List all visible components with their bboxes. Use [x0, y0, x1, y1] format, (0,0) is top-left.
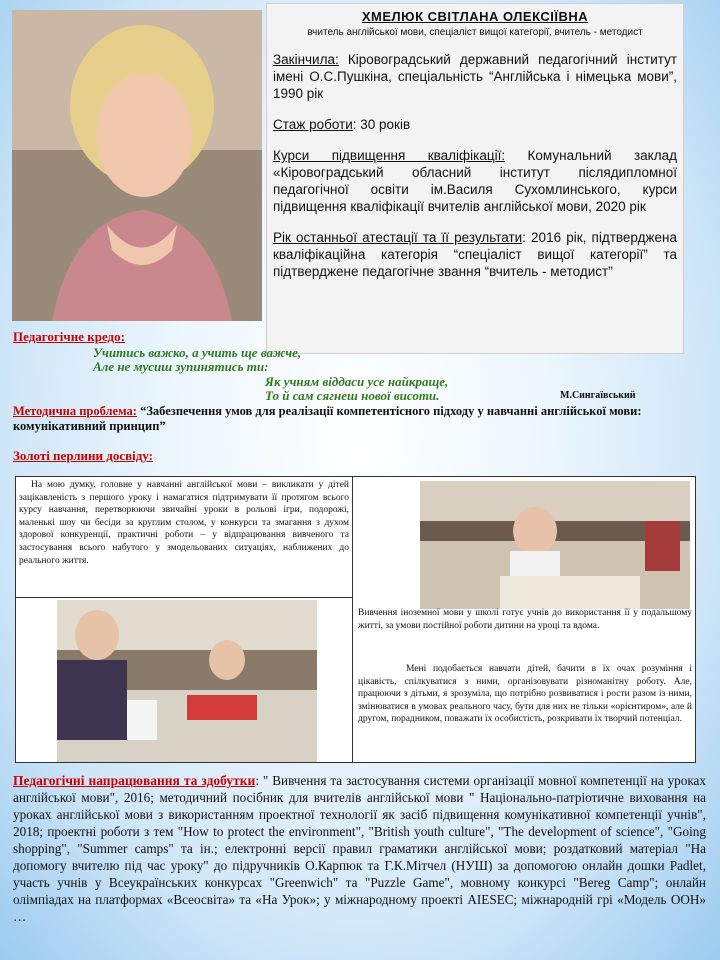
table-divider-vertical — [352, 476, 353, 763]
credo-author: М.Сингаївський — [560, 390, 636, 401]
teacher-title: вчитель англійської мови, спеціаліст вищої категорії, вчитель - методист — [307, 27, 643, 38]
pearls-right-text-1: Вивчення іноземної мови у школі готує учнів до використання її у подальшому житті, за умови постійної роботи дитини на уроці та вдома. — [358, 608, 692, 631]
experience-paragraph — [273, 116, 677, 133]
problem-text: “Забезпечення умов для реалізації компетентісного підходу у навчанні англійської мови: комунікативний принцип” — [13, 404, 642, 433]
experience-label: Стаж роботи — [273, 117, 353, 132]
pearls-right-text-2: Мені подобається навчати дітей, бачити в їх очах розуміння і цікавість, спілкуватися з ними, організовувати різноманітну роботу. Але, працюючи з дітьми, я зрозуміла, що потрібно розвиватися і рости разом із ними, змінюватися в умовах реального часу, бути для них не тільки «орієнтиром», але й другом, порадником, поважати їх особистість, розкривати їх творчий потенціал. — [358, 664, 692, 725]
education-paragraph — [273, 51, 677, 102]
credo-label: Педагогічне кредо: — [13, 329, 125, 344]
problem-label: Методична проблема: — [13, 404, 137, 418]
attestation-label: Рік останньої атестації та її результати — [273, 230, 523, 245]
credo-line-1: Учитись важко, а учить ще важче, — [93, 345, 302, 360]
bio-panel — [266, 3, 684, 354]
achievements-paragraph — [13, 772, 706, 925]
credo-line-3: Як учням віддаси усе найкраще, — [265, 374, 449, 389]
portrait-photo — [12, 10, 262, 321]
methodical-problem — [13, 404, 713, 434]
achievements-text: : " Вивчення та застосування системи організації мовної компетенції на уроках англійської мови", 2016; методичний посібник для вчителів англійської мови " Національно-патріотичне виховання на уроках англійської мови з використанням проектної технології як засіб підвищення комунікативної компетенції учнів", 2018; проектні роботи з тем "How to protect the environment", "British youth culture", "The development of science", "Going shopping", "Summer camps" та ін.; електронні версії правил граматики англійської мови; роздатковий матеріал "На допомогу вчителю під час уроку" до підручників О.Карпюк та Г.К.Мітчел (НУШ) за допомогою онлайн дошки Padlet, участь учнів у Всеукраїнських конкурсах "Greenwich" та "Puzzle Game", мовному конкурсі "Bereg Camp"; онлайн олімпіадах на платформах «Всеосвіта» та «На Урок»; у міжнародному проекті AIESEC; міжнародній грі «Модель ООН» … — [13, 773, 706, 924]
education-text: Кіровоградський державний педагогічний інститут імені О.С.Пушкіна, спеціальність “Англійська і німецька мови”, 1990 рік — [273, 52, 677, 101]
teacher-name: ХМЕЛЮК СВІТЛАНА ОЛЕКСІЇВНА — [361, 9, 589, 24]
pearls-label: Золоті перлини досвіду: — [13, 448, 153, 463]
courses-label: Курси підвищення кваліфікації: — [273, 148, 506, 163]
courses-text: Комунальний заклад «Кіровоградський обласний інститут післядипломної педагогічної освіти ім.Василя Сухомлинського, курси підвищення кваліфікації вчителів англійської мови, 2020 рік — [273, 148, 677, 214]
credo-line-2: Але не мусиш зупинятись ти: — [93, 359, 269, 374]
achievements-label: Педагогічні напрацювання та здобутки — [13, 773, 256, 788]
courses-paragraph — [273, 147, 677, 215]
attestation-paragraph — [273, 229, 677, 280]
attestation-text: : 2016 рік, підтверджена кваліфікаційна категорія “спеціаліст вищої категорії” та підтверджене педагогічне звання “вчитель - методист” — [273, 230, 677, 279]
classroom-photo-girl — [420, 481, 690, 609]
education-label: Закінчила: — [273, 52, 339, 67]
pearls-left-text: На мою думку, головне у навчанні англійської мови – викликати у дітей зацікавленість з першого уроку і намагатися підтримувати її протягом всього курсу навчання, перетворюючи звичайні уроки в рольові ігри, подорожі, маленькі шоу чи бесіди за круглим столом, у конкурси та змагання з духом здорової конкуренції, практичні роботи – у відпрацювання вивченого та застосування всього набутого у змодельованих ситуаціях, наближених до реального життя. — [19, 480, 349, 566]
credo-line-4: То й сам сягнеш нової висоти. — [265, 388, 440, 403]
classroom-photo-students — [57, 600, 317, 762]
experience-text: : 30 років — [352, 117, 411, 132]
table-divider-horizontal — [15, 597, 353, 598]
